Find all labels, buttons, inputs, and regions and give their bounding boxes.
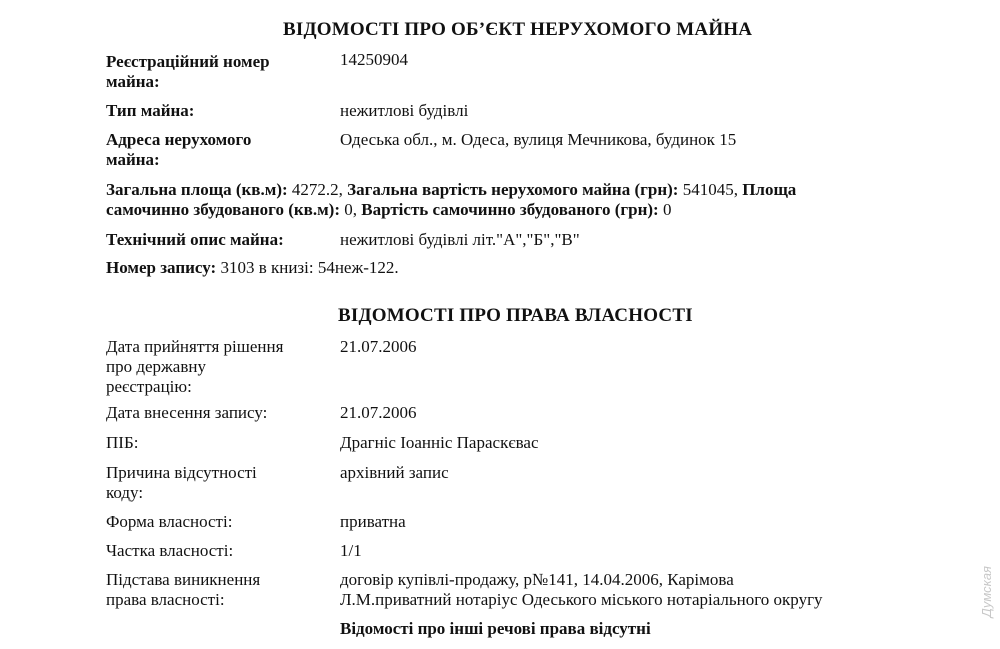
share-label: Частка власності: xyxy=(106,541,234,560)
decision-date-label xyxy=(106,337,283,397)
reg-number-value: 14250904 xyxy=(340,50,408,69)
total-cost-value: 541045, xyxy=(682,180,738,199)
address-label xyxy=(106,130,251,170)
reg-number-label-line2: майна: xyxy=(106,72,160,91)
entry-date-value: 21.07.2006 xyxy=(340,403,417,422)
basis-label-line2: права власності: xyxy=(106,590,225,609)
share-value: 1/1 xyxy=(340,541,362,560)
other-rights-note: Відомості про інші речові права відсутні xyxy=(340,619,651,638)
decision-date-label-line1: Дата прийняття рішення xyxy=(106,337,284,356)
property-type-value: нежитлові будівлі xyxy=(340,101,469,120)
areas-line-2 xyxy=(106,200,671,220)
reg-number-label xyxy=(106,52,270,92)
ownership-section-title: ВІДОМОСТІ ПРО ПРАВА ВЛАСНОСТІ xyxy=(338,305,693,326)
full-name-label: ПІБ: xyxy=(106,433,139,452)
record-number-value: 3103 в книзі: 54неж-122. xyxy=(220,258,399,277)
basis-value-line1: договір купівлі-продажу, р№141, 14.04.2006, Карімова xyxy=(340,570,734,589)
reg-number-label-line1: Реєстраційний номер xyxy=(106,52,270,71)
total-area-value: 4272.2, xyxy=(291,180,343,199)
object-section-title: ВІДОМОСТІ ПРО ОБ’ЄКТ НЕРУХОМОГО МАЙНА xyxy=(283,19,753,40)
decision-date-label-line3: реєстрацію: xyxy=(106,377,192,396)
self-built-area-value: 0, xyxy=(344,200,357,219)
basis-label-line1: Підстава виникнення xyxy=(106,570,261,589)
self-built-area-label-part2: самочинно збудованого (кв.м): xyxy=(106,200,340,219)
decision-date-value: 21.07.2006 xyxy=(340,337,417,356)
record-number-label: Номер запису: xyxy=(106,258,217,277)
watermark-text: Думская xyxy=(979,566,994,618)
address-label-line1: Адреса нерухомого xyxy=(106,130,252,149)
basis-value xyxy=(340,570,823,610)
areas-line-1 xyxy=(106,180,796,200)
full-name-value: Драгніс Іоанніс Параскєвас xyxy=(340,433,539,452)
self-built-area-label-part1: Площа xyxy=(742,180,797,199)
total-cost-label: Загальна вартість нерухомого майна (грн): xyxy=(347,180,679,199)
tech-description-value: нежитлові будівлі літ."А","Б","В" xyxy=(340,230,580,249)
basis-label xyxy=(106,570,260,610)
entry-date-label: Дата внесення запису: xyxy=(106,403,268,422)
self-built-cost-label: Вартість самочинно збудованого (грн): xyxy=(361,200,659,219)
address-label-line2: майна: xyxy=(106,150,160,169)
basis-value-line2: Л.М.приватний нотаріус Одеського міського нотаріального округу xyxy=(340,590,823,609)
record-number-row xyxy=(106,258,399,278)
decision-date-label-line2: про державну xyxy=(106,357,206,376)
ownership-form-label: Форма власності: xyxy=(106,512,233,531)
tech-description-label: Технічний опис майна: xyxy=(106,230,284,249)
no-code-reason-value: архівний запис xyxy=(340,463,449,482)
total-area-label: Загальна площа (кв.м): xyxy=(106,180,288,199)
self-built-cost-value: 0 xyxy=(662,200,672,219)
address-value: Одеська обл., м. Одеса, вулиця Мечникова, будинок 15 xyxy=(340,130,737,149)
ownership-form-value: приватна xyxy=(340,512,406,531)
no-code-reason-label-line1: Причина відсутності xyxy=(106,463,257,482)
no-code-reason-label-line2: коду: xyxy=(106,483,144,502)
property-type-label: Тип майна: xyxy=(106,101,195,120)
no-code-reason-label xyxy=(106,463,257,503)
